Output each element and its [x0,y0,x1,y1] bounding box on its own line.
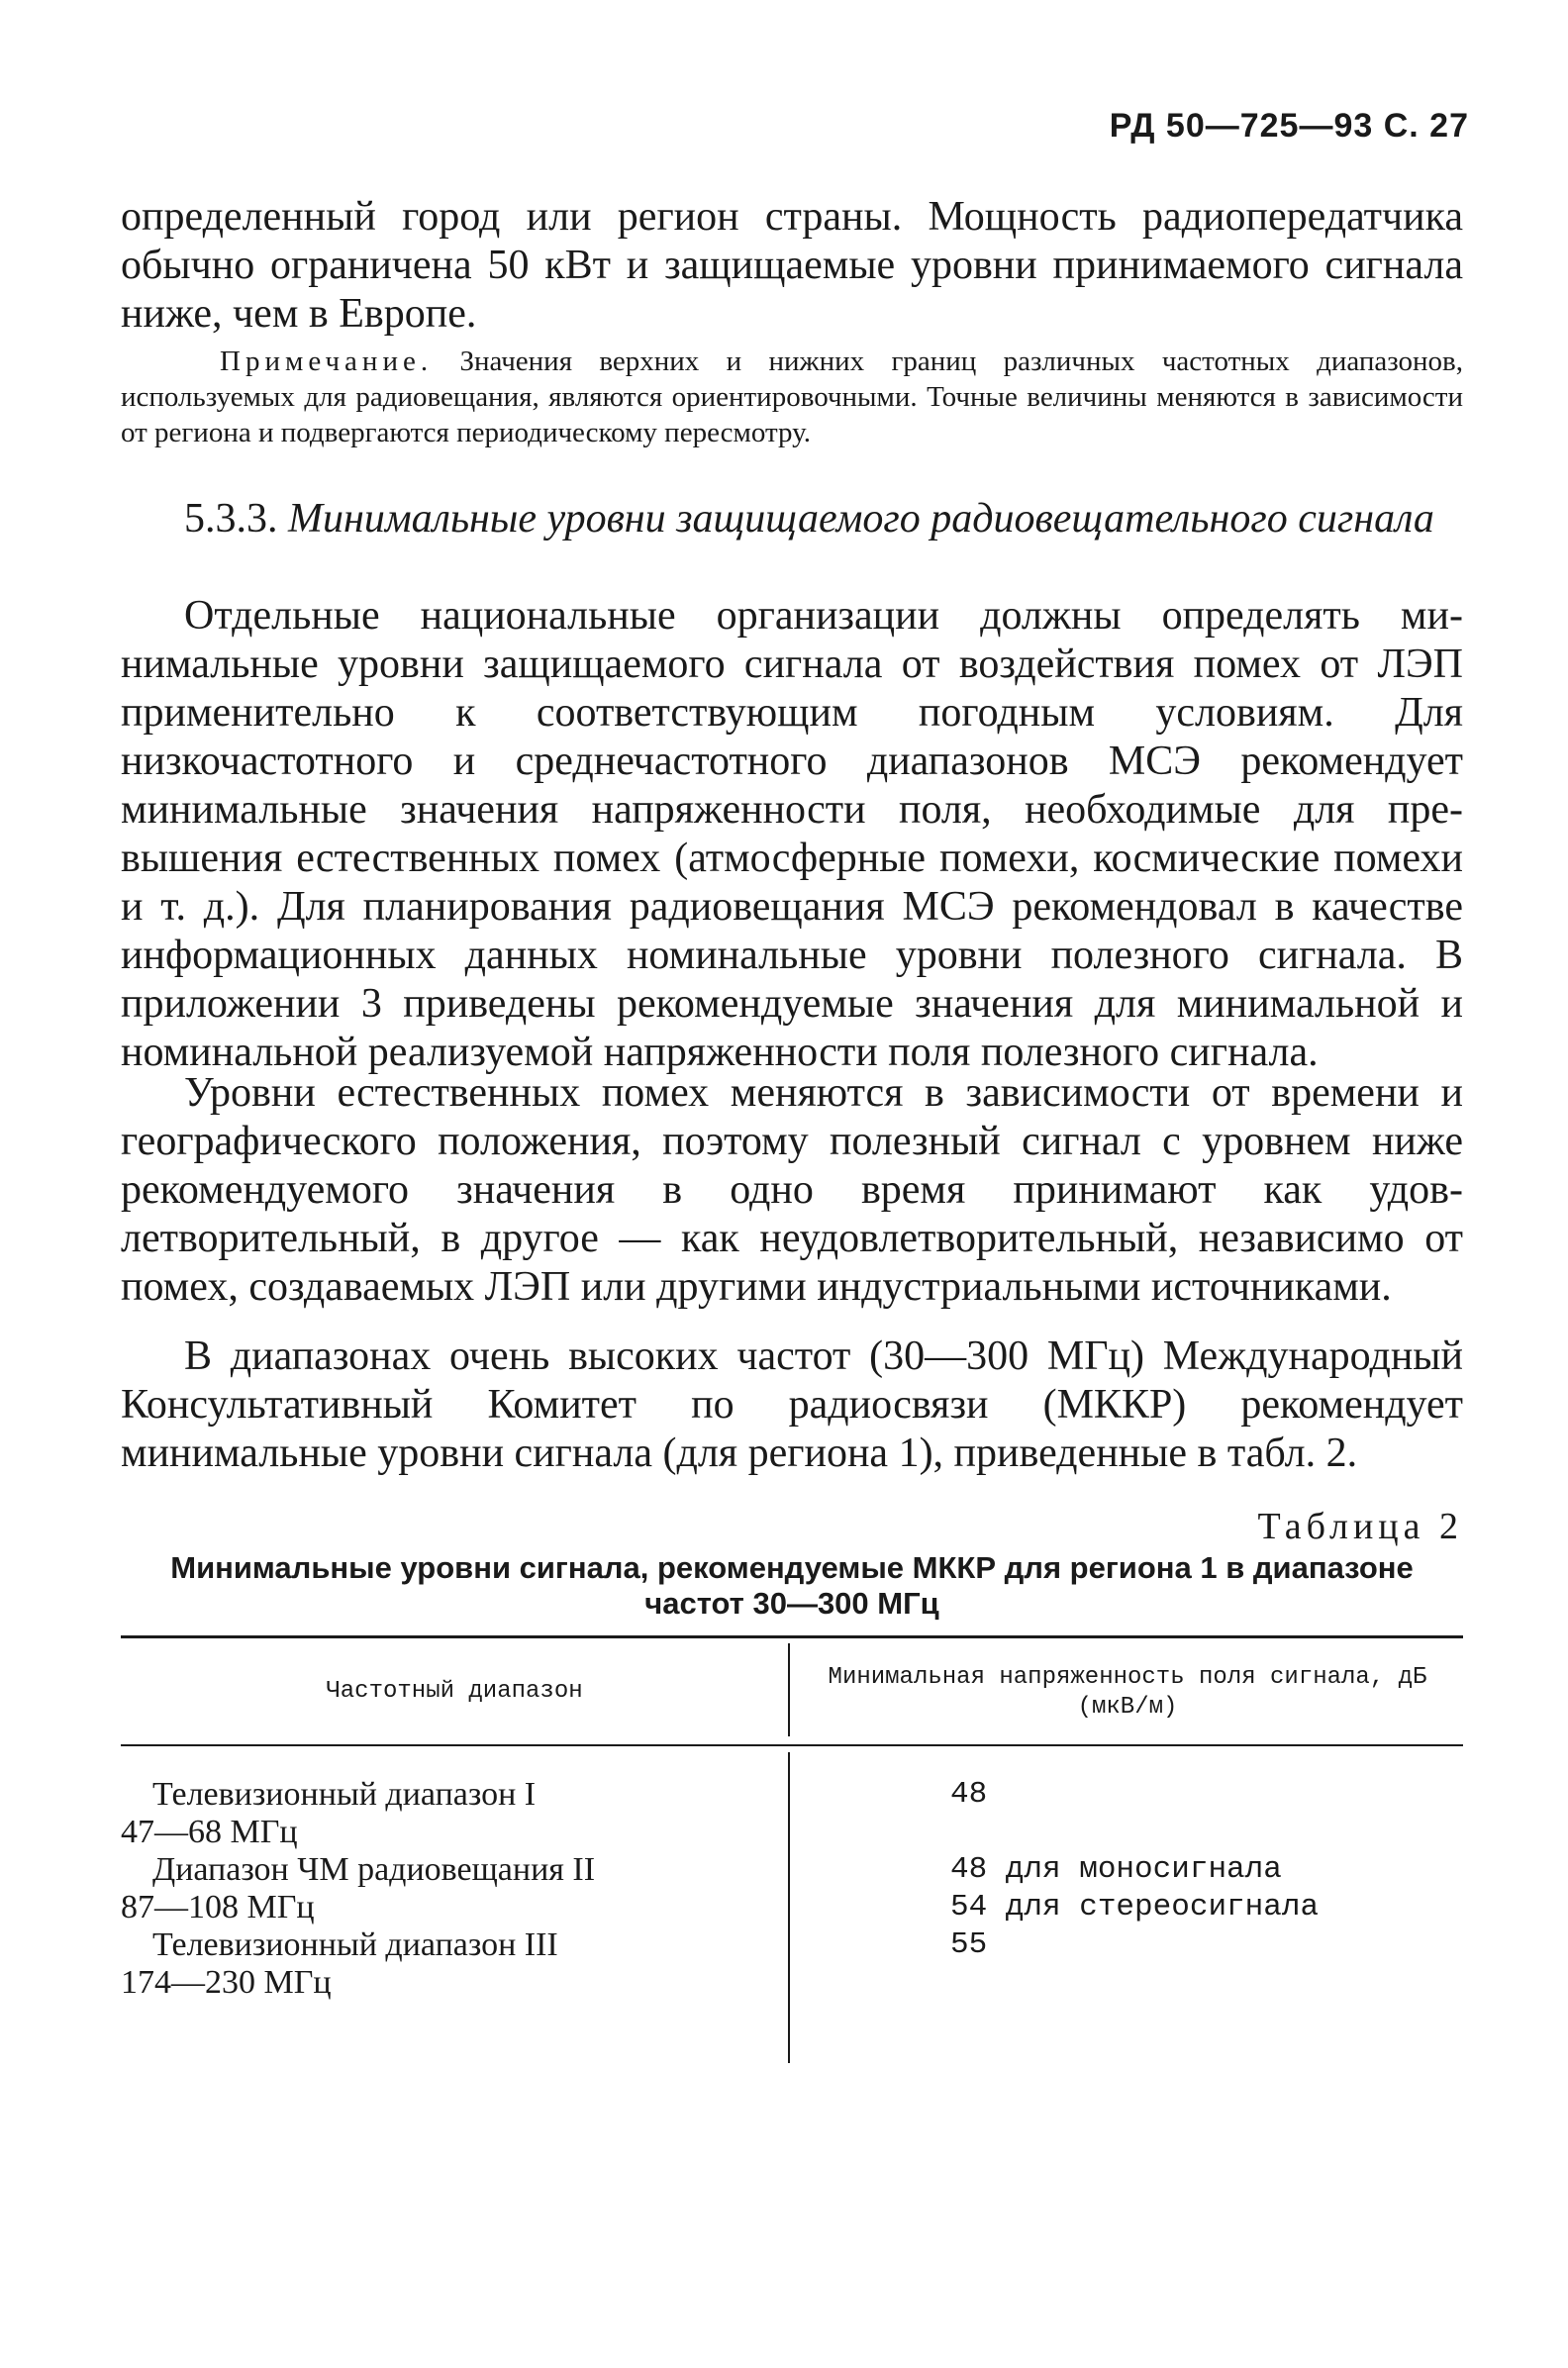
table-label: Таблица 2 [1257,1506,1463,1547]
note-text: Значения верхних и нижних границ различных частотных диапазонов, используемых для радиовещания, являются ориентировочными. Точные величины меняются в зависимости от региона и подвергаются периодическому пересмотру. [121,345,1463,448]
table-cell-level: 54 для стереосигнала [950,1890,1320,1924]
table-title: Минимальные уровни сигнала, рекомендуемые МККР для региона 1 в диапазоне частот 30—300 МГц [170,1550,1414,1621]
table-row-band [121,1851,774,1926]
note-lead: Примечание. [220,345,434,377]
column-header-level: Минимальная напряженность поля сигнала, дБ (мкВ/м) [828,1664,1427,1721]
band-name: Телевизионный диапазон III [152,1926,558,1963]
band-name: Телевизионный диапазон I [152,1776,537,1813]
page-header: РД 50—725—93 С. 27 [1109,107,1469,145]
band-name: Диапазон ЧМ радиовещания II [152,1851,596,1888]
note [121,344,1463,450]
paragraph: Уровни естественных помех меняются в зависимости от времени и географического положения, поэтому полезный сигнал с уровнем ниже рекомендуемого значения в одно время принимают как удовлетворительный, в другое — как неудовлетворительный, независимо от помех, создаваемых ЛЭП или другими индустриальными источниками. [121,1070,1463,1310]
band-range: 174—230 МГц [121,1964,332,2001]
paragraph-continuation: определенный город или регион страны. Мощность радиопередатчика обычно ограничена 50 кВт и защищаемые уровни принимаемого сигнала ниже, чем в Европе. [121,194,1463,337]
paragraph: В диапазонах очень высоких частот (30—300 МГц) Международный Консультативный Комитет по радиосвязи (МККР) рекомендует минимальные уровни сигнала (для региона 1), приведенные в табл. 2. [121,1333,1463,1476]
column-header-band: Частотный диапазон [326,1678,583,1705]
table-header-rule [121,1744,1463,1746]
table-column-divider [788,1643,790,1736]
table-cell-level: 48 для моносигнала [950,1852,1282,1887]
section-heading [121,495,1463,543]
table-row-band [121,1926,774,2002]
section-title: Минимальные уровни защищаемого радиовещательного сигнала [288,496,1434,542]
table-top-rule [121,1635,1463,1638]
band-range: 47—68 МГц [121,1814,298,1850]
table-cell-level: 55 [950,1927,988,1962]
paragraph: Отдельные национальные организации должны определять минимальные уровни защищаемого сигнала от воздействия помех от ЛЭП применительно к соответствующим погодным условиям. Для низкочастотного и среднечастотного диапазонов МСЭ рекомендует минимальные значения напряженности поля, необходимые для превышения естественных помех (атмосферные помехи, космические помехи и т. д.). Для планирования радиовещания МСЭ рекомендовал в качестве информационных данных номинальные уровни полезного сигнала. В приложении 3 приведены рекомендуемые значения для минимальной и номинальной реализуемой напряженности поля полезного сигнала. [121,593,1463,1075]
table-cell-level: 48 [950,1777,988,1812]
band-range: 87—108 МГц [121,1889,315,1925]
table-column-divider [788,1752,790,2063]
section-number: 5.3.3. [184,496,278,542]
table-row-band [121,1776,774,1851]
